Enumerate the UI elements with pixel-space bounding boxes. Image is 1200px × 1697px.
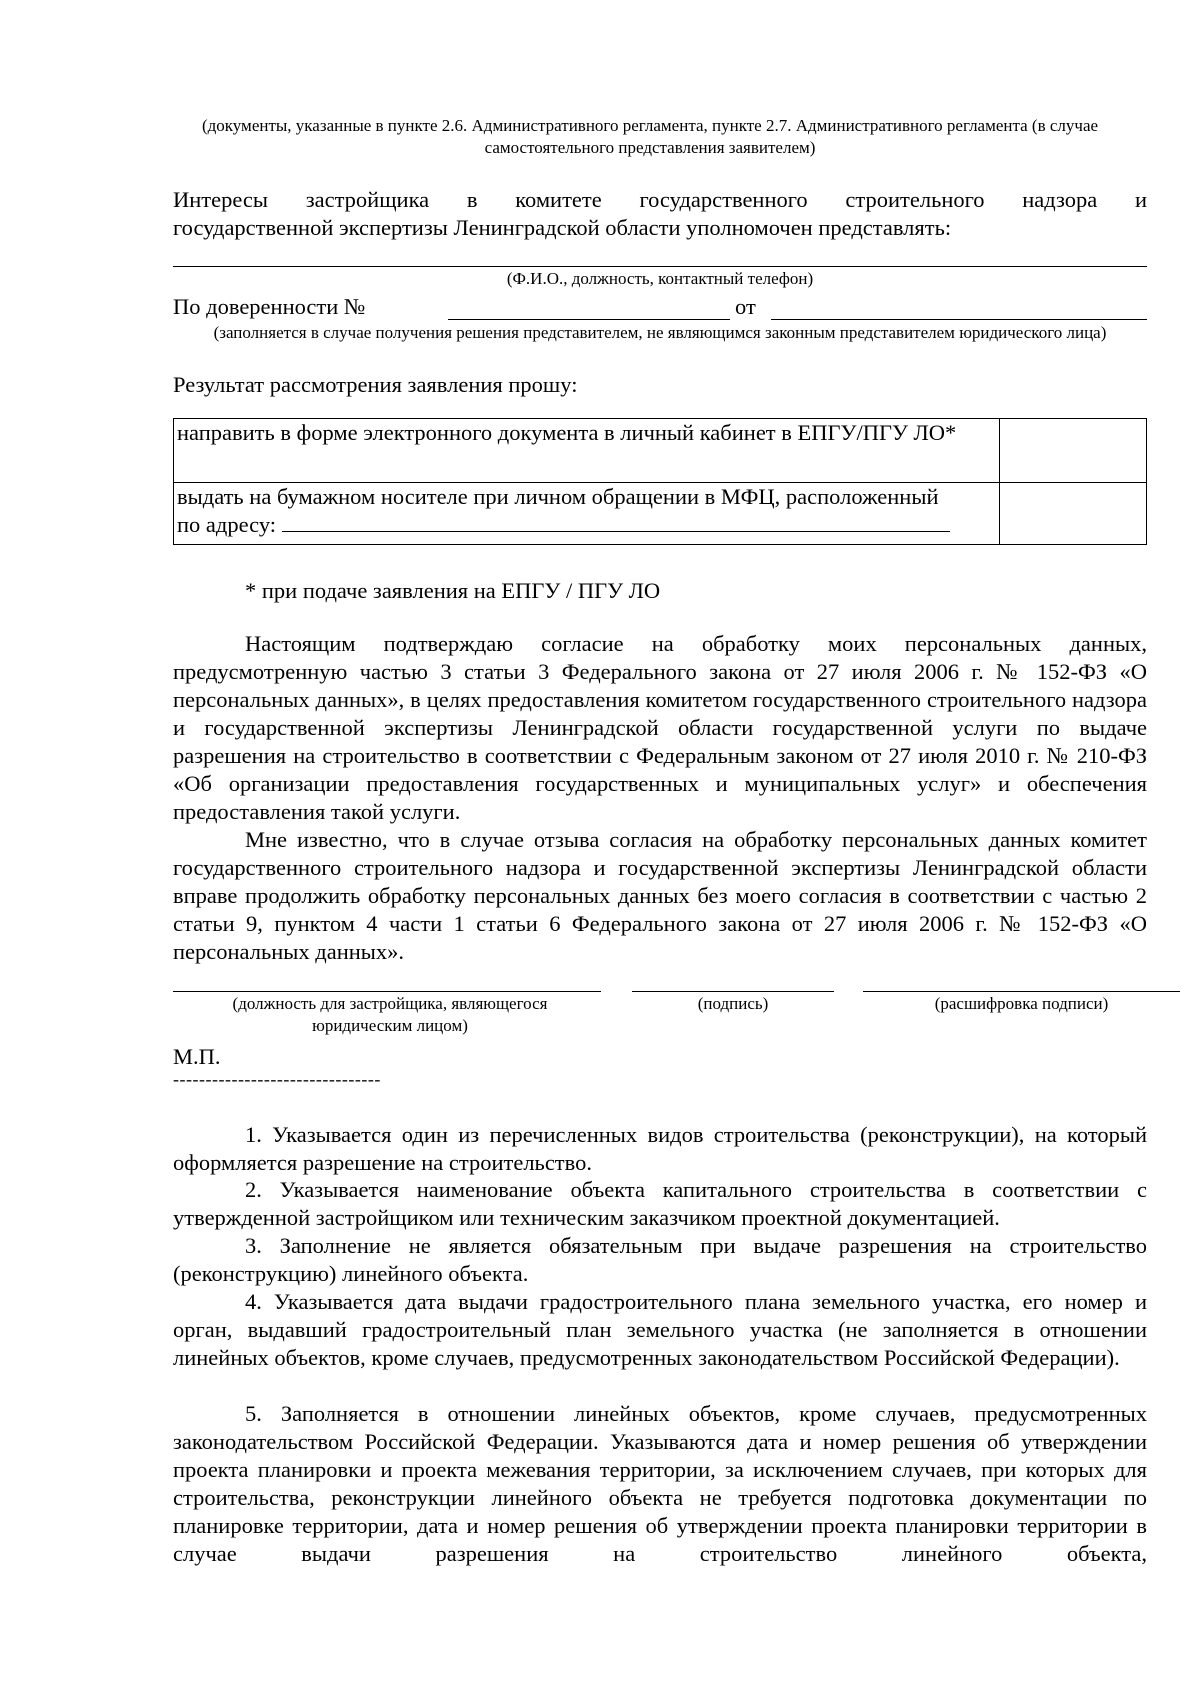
separator: -------------------------------- (173, 1069, 381, 1089)
stamp-label: М.П. (173, 1044, 221, 1069)
option-electronic-checkbox[interactable] (1000, 419, 1147, 483)
result-label: Результат рассмотрения заявления прошу: (173, 372, 578, 397)
option-paper-cell (174, 483, 1000, 545)
note-4: 4. Указывается дата выдачи градостроительного плана земельного участка, его номер и орган, выдавший градостроительный план земельного участка (не заполняется в отношении линейных объектов, кроме случаев, предусмотренных законодательством Российской Федерации). (173, 1289, 1147, 1370)
proxy-label: По доверенности № (173, 294, 366, 319)
consent-paragraph-2: Мне известно, что в случае отзыва согласия на обработку персональных данных комитет государственного строительного надзора и государственной экспертизы Ленинградской области вправе продолжить обработку персональных данных без моего согласия в соответствии с частью 2 статьи 9, пунктом 4 части 1 статьи 6 Федерального закона от 27 июля 2006 г. № 152-ФЗ «О персональных данных». (173, 827, 1147, 964)
proxy-note: (заполняется в случае получения решения представителем, не являющимся законным представителем юридического лица) (213, 323, 1107, 342)
representative-field-line[interactable] (173, 266, 1147, 267)
sign-decoding-caption: (расшифровка подписи) (934, 994, 1109, 1013)
signature-line[interactable] (632, 991, 834, 992)
interests-line-2: государственной экспертизы Ленинградской области уполномочен представлять: (173, 215, 952, 240)
option-paper-text: выдать на бумажном носителе при личном обращении в МФЦ, расположенный (177, 484, 939, 509)
note-1: 1. Указывается один из перечисленных видов строительства (реконструкции), на который оформляется разрешение на строительство. (173, 1122, 1147, 1175)
decoding-signature-line[interactable] (863, 991, 1180, 992)
sign-position-caption: (должность для застройщика, являющегося юридическим лицом) (232, 994, 548, 1035)
documents-note: (документы, указанные в пункте 2.6. Административного регламента, пункте 2.7. Административного регламента (в случае самостоятельного представления заявителем) (201, 116, 1099, 157)
result-options-table (173, 418, 1147, 545)
proxy-from-label: от (735, 294, 756, 319)
note-2: 2. Указывается наименование объекта капитального строительства в соответствии с утвержденной застройщиком или техническим заказчиком проектной документацией. (173, 1177, 1147, 1230)
option-paper-checkbox[interactable] (1000, 483, 1147, 545)
consent-paragraph-1: Настоящим подтверждаю согласие на обработку моих персональных данных, предусмотренную частью 3 статьи 3 Федерального закона от 27 июля 2006 г. № 152-ФЗ «О персональных данных», в целях предоставления комитетом государственного строительного надзора и государственной экспертизы Ленинградской области государственной услуги по выдаче разрешения на строительство в соответствии с Федеральным законом от 27 июля 2010 г. № 210-ФЗ «Об организации предоставления государственных и муниципальных услуг» и обеспечения предоставления такой услуги. (173, 631, 1147, 824)
footnote-star: * при подаче заявления на ЕПГУ / ПГУ ЛО (245, 578, 661, 603)
interests-line-1: Интересы застройщика в комитете государственного строительного надзора и (173, 187, 1147, 212)
position-signature-line[interactable] (173, 991, 601, 992)
option-electronic-text: направить в форме электронного документа в личный кабинет в ЕПГУ/ПГУ ЛО* (174, 419, 1000, 483)
sign-signature-caption: (подпись) (697, 994, 769, 1013)
note-5: 5. Заполняется в отношении линейных объектов, кроме случаев, предусмотренных законодательством Российской Федерации. Указываются дата и номер решения об утверждении проекта планировки и проекта межевания территории, за исключением случаев, при которых для строительства, реконструкции линейного объекта не требуется подготовка документации по планировке территории, дата и номер решения об утверждении проекта планировки территории в случае выдачи разрешения на строительство линейного объекта, (173, 1401, 1147, 1566)
proxy-date-field[interactable] (771, 319, 1147, 320)
option-row (174, 483, 1147, 545)
option-paper-address-label: по адресу: (177, 512, 277, 537)
address-field[interactable] (282, 513, 950, 532)
proxy-number-field[interactable] (448, 319, 730, 320)
note-3: 3. Заполнение не является обязательным при выдаче разрешения на строительство (реконструкцию) линейного объекта. (173, 1233, 1147, 1286)
option-row (174, 419, 1147, 483)
fio-caption: (Ф.И.О., должность, контактный телефон) (506, 269, 814, 288)
